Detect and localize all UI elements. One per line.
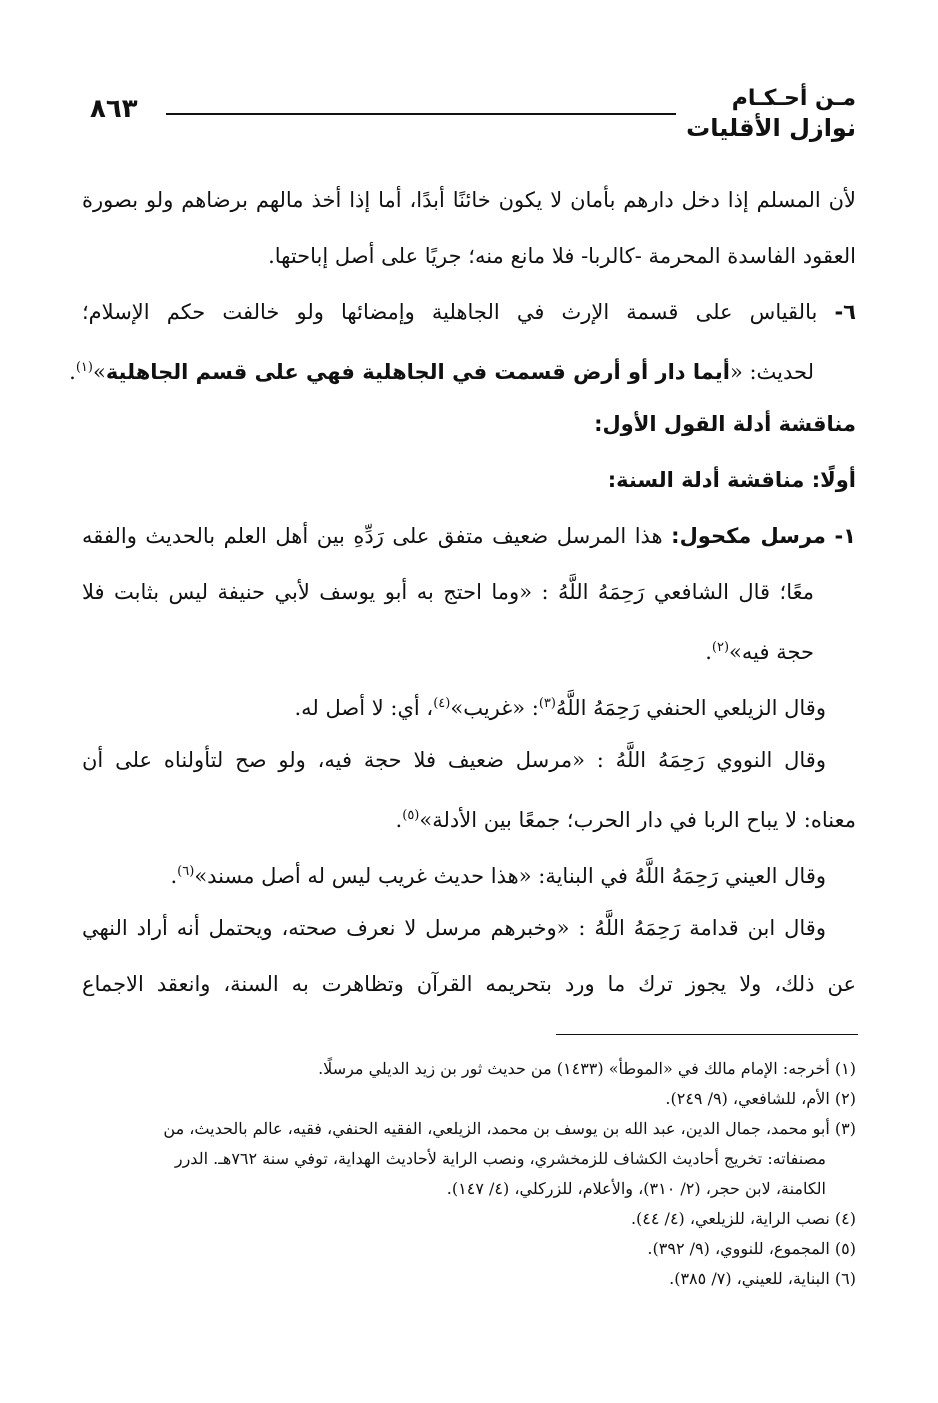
paragraph-line: وقال العيني رَحِمَهُ اللَّهُ في البناية: «هذا حديث غريب ليس له أصل مسند»$^{(٦)}$. — [170, 864, 826, 888]
hadith-intro: لحديث: « — [729, 360, 814, 384]
paragraph-line: حجة فيه»$^{(٢)}$. — [705, 640, 814, 664]
footnote-2: (٢) الأم، للشافعي، (٩/ ٢٤٩). — [665, 1089, 856, 1108]
header-title-line2: نوازل الأقليات — [686, 114, 856, 143]
body-text — [69, 180, 856, 1020]
footnote-ref[interactable]: (٥) — [402, 808, 420, 823]
text-span: معناه: لا يباح الربا في دار الحرب؛ جمعًا بين الأدلة» — [419, 808, 856, 832]
footnote-ref[interactable]: (٦) — [177, 864, 195, 879]
header-title-line1: مـن أحـكـام — [731, 86, 856, 111]
footnote-ref[interactable]: (٢) — [711, 640, 730, 655]
paragraph-line: معًا؛ قال الشافعي رَحِمَهُ اللَّهُ : «وما احتج به أبو يوسف لأبي حنيفة ليس بثابت فلا — [82, 580, 814, 604]
list-number: ٦- — [834, 300, 856, 324]
footnote-separator — [556, 1034, 858, 1035]
footnote-4: (٤) نصب الراية، للزيلعي، (٤/ ٤٤). — [630, 1209, 856, 1228]
list-number: ١- — [834, 524, 856, 548]
list-item-6 — [82, 292, 856, 348]
footnote-3-continued: مصنفاته: تخريج أحاديث الكشاف للزمخشري، ونصب الراية لأحاديث الهداية، توفي سنة ٧٦٢هـ. الدرر — [174, 1149, 826, 1168]
paragraph-line: عن ذلك، ولا يجوز ترك ما ورد بتحريمه القرآن وتظاهرت به السنة، وانعقد الاجماع — [82, 972, 856, 996]
paragraph-line: العقود الفاسدة المحرمة -كالربا- فلا مانع منه؛ جريًا على أصل إباحتها. — [268, 244, 856, 268]
footnote-3: (٣) أبو محمد، جمال الدين، عبد الله بن يوسف بن محمد، الزيلعي، الفقيه الحنفي، فقيه، عالم بالحديث، من — [163, 1119, 856, 1138]
paragraph-line — [82, 684, 856, 740]
footnote-ref[interactable]: (٤) — [433, 696, 451, 711]
text-span: ، أي: لا أصل له. — [294, 696, 434, 720]
subsection-heading: أولًا: مناقشة أدلة السنة: — [607, 468, 856, 492]
footnotes — [82, 1054, 856, 1294]
text-span: وقال الزيلعي الحنفي رَحِمَهُ اللَّهُ — [555, 696, 826, 720]
hadith-close: » — [92, 360, 106, 384]
quote-end: حجة فيه» — [729, 640, 814, 664]
list-item-heading: مرسل مكحول: — [671, 524, 826, 548]
hadith-text: أيما دار أو أرض قسمت في الجاهلية فهي على قسم الجاهلية — [105, 360, 730, 384]
paragraph-line: وقال ابن قدامة رَحِمَهُ اللَّهُ : «وخبرهم مرسل لا نعرف صحته، ويحتمل أنه أراد النهي — [82, 916, 826, 940]
paragraph-line: معناه: لا يباح الربا في دار الحرب؛ جمعًا بين الأدلة»$^{(٥)}$. — [395, 808, 856, 832]
footnote-ref[interactable]: (٣) — [538, 696, 556, 711]
header-rule — [166, 113, 676, 115]
text-span: : «غريب» — [450, 696, 539, 720]
footnote-1: (١) أخرجه: الإمام مالك في «الموطأ» (١٤٣٣) من حديث ثور بن زيد الديلي مرسلًا. — [318, 1059, 856, 1078]
footnote-6: (٦) البناية، للعيني، (٧/ ٣٨٥). — [669, 1269, 856, 1288]
running-header-title — [686, 86, 856, 143]
list-item-1 — [82, 516, 856, 572]
list-item-text: هذا المرسل ضعيف متفق على رَدِّهِ بين أهل العلم بالحديث والفقه — [82, 524, 663, 548]
paragraph-line: وقال النووي رَحِمَهُ اللَّهُ : «مرسل ضعيف فلا حجة فيه، ولو صح لتأولناه على أن — [82, 748, 826, 772]
footnote-ref[interactable]: (١) — [75, 360, 93, 375]
text-span: وقال العيني رَحِمَهُ اللَّهُ في البناية: «هذا حديث غريب ليس له أصل مسند» — [194, 864, 826, 888]
page-number: ٨٦٣ — [90, 94, 138, 124]
footnote-5: (٥) المجموع، للنووي، (٩/ ٣٩٢). — [647, 1239, 856, 1258]
footnote-3-continued: الكامنة، لابن حجر، (٢/ ٣١٠)، والأعلام، للزركلي، (٤/ ١٤٧). — [446, 1179, 826, 1198]
list-item-text: بالقياس على قسمة الإرث في الجاهلية وإمضائها ولو خالفت حكم الإسلام؛ — [82, 300, 818, 324]
paragraph-line: لأن المسلم إذا دخل دارهم بأمان لا يكون خائنًا أبدًا، أما إذا أخذ مالهم برضاهم ولو بصورة — [82, 188, 856, 212]
paragraph-line: لحديث: «أيما دار أو أرض قسمت في الجاهلية فهي على قسم الجاهلية»$^{(١)}$. — [69, 360, 814, 384]
section-heading: مناقشة أدلة القول الأول: — [594, 412, 856, 436]
